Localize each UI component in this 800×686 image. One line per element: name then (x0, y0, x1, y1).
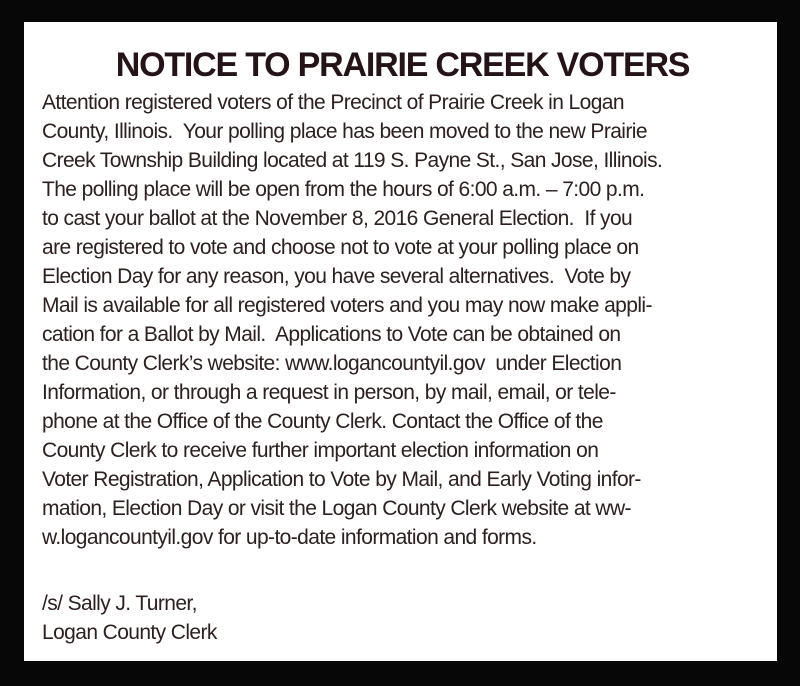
notice-body-line: Mail is available for all registered voters and you may now make appli- (42, 294, 652, 317)
notice-body-line: cation for a Ballot by Mail. Applications to Vote can be obtained on (42, 323, 621, 346)
notice-body-line: Creek Township Building located at 119 S. Payne St., San Jose, Illinois. (42, 149, 663, 172)
notice-body (42, 88, 763, 552)
notice-body-line: the County Clerk’s website: www.logancountyil.gov under Election (42, 352, 622, 375)
notice-body-line: Election Day for any reason, you have several alternatives. Vote by (42, 265, 631, 288)
notice-body-line: w.logancountyil.gov for up-to-date information and forms. (42, 526, 537, 549)
notice-body-line: County, Illinois. Your polling place has been moved to the new Prairie (42, 120, 647, 143)
notice-body-line: Voter Registration, Application to Vote by Mail, and Early Voting infor- (42, 468, 641, 491)
notice-body-line: are registered to vote and choose not to vote at your polling place on (42, 236, 639, 259)
signature-title: Logan County Clerk (42, 621, 217, 644)
notice-title: NOTICE TO PRAIRIE CREEK VOTERS (115, 46, 690, 84)
notice-body-line: phone at the Office of the County Clerk. Contact the Office of the (42, 410, 603, 433)
notice-body-line: Attention registered voters of the Precinct of Prairie Creek in Logan (42, 91, 624, 114)
notice-body-line: County Clerk to receive further important election information on (42, 439, 599, 462)
notice-body-line: to cast your ballot at the November 8, 2016 General Election. If you (42, 207, 633, 230)
notice-body-line: The polling place will be open from the hours of 6:00 a.m. – 7:00 p.m. (42, 178, 645, 201)
notice-body-line: Information, or through a request in person, by mail, email, or tele- (42, 381, 616, 404)
signature-name: /s/ Sally J. Turner, (42, 592, 197, 615)
notice-body-line: mation, Election Day or visit the Logan County Clerk website at ww- (42, 497, 631, 520)
notice-panel (24, 22, 777, 661)
notice-signature (42, 589, 763, 647)
